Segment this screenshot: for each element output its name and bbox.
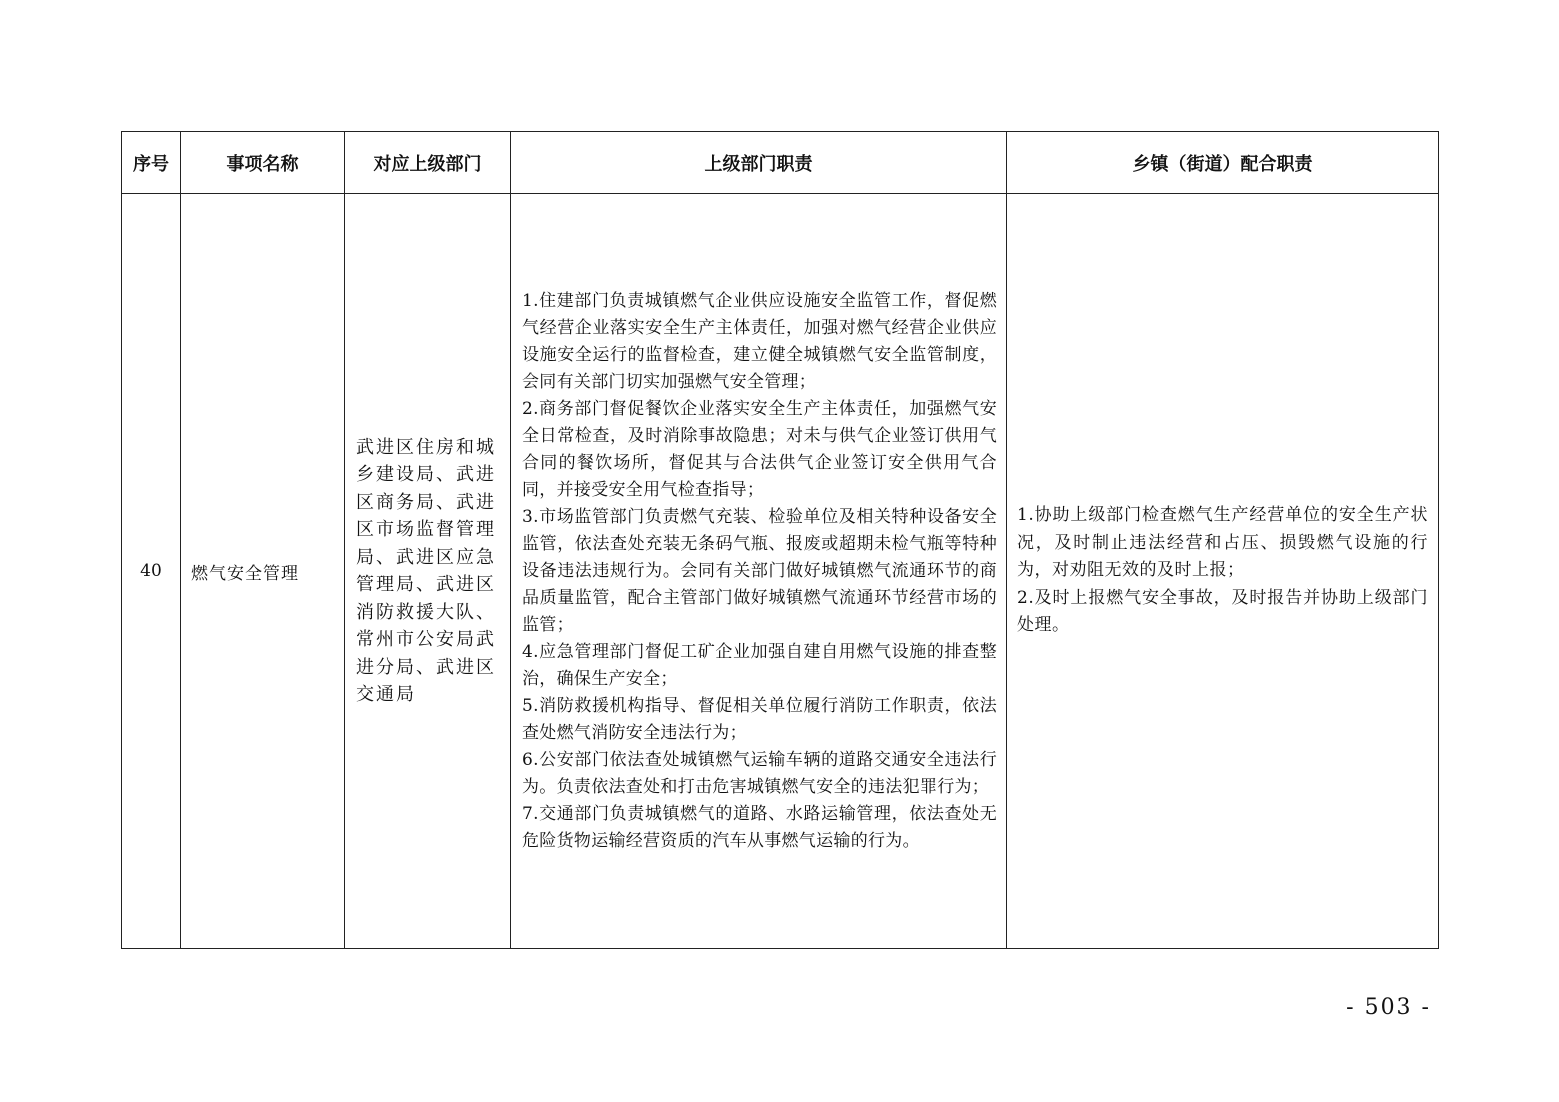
upper-duty-item-3: 3.市场监管部门负责燃气充装、检验单位及相关特种设备安全监管，依法查处充装无条码气瓶、报废或超期未检气瓶等特种设备违法违规行为。会同有关部门做好城镇燃气流通环节的商品质量监管，配合主管部门做好城镇燃气流通环节经营市场的监管； — [522, 506, 997, 635]
row-item-name: 燃气安全管理 — [181, 194, 345, 949]
row-upper-duty-cell — [511, 194, 1007, 949]
page-number: - 503 - — [1346, 995, 1431, 1020]
duty-table — [121, 131, 1439, 949]
header-town-duty: 乡镇（街道）配合职责 — [1007, 132, 1439, 194]
upper-duty-item-7: 7.交通部门负责城镇燃气的道路、水路运输管理，依法查处无危险货物运输经营资质的汽车从事燃气运输的行为。 — [522, 803, 997, 851]
header-upper-duty: 上级部门职责 — [511, 132, 1007, 194]
header-item-name: 事项名称 — [181, 132, 345, 194]
town-duty-item-2: 2.及时上报燃气安全事故，及时报告并协助上级部门处理。 — [1017, 587, 1428, 636]
header-upper-dept: 对应上级部门 — [345, 132, 511, 194]
row-town-duty-cell — [1007, 194, 1439, 949]
upper-duty-item-4: 4.应急管理部门督促工矿企业加强自建自用燃气设施的排查整治，确保生产安全； — [522, 641, 997, 689]
header-seq: 序号 — [122, 132, 181, 194]
upper-duty-item-1: 1.住建部门负责城镇燃气企业供应设施安全监管工作，督促燃气经营企业落实安全生产主体责任，加强对燃气经营企业供应设施安全运行的监督检查，建立健全城镇燃气安全监管制度，会同有关部门切实加强燃气安全管理； — [522, 290, 997, 392]
table-row — [122, 194, 1439, 949]
town-duty-item-1: 1.协助上级部门检查燃气生产经营单位的安全生产状况，及时制止违法经营和占压、损毁燃气设施的行为，对劝阻无效的及时上报； — [1017, 505, 1428, 581]
upper-duty-item-2: 2.商务部门督促餐饮企业落实安全生产主体责任，加强燃气安全日常检查，及时消除事故隐患；对未与供气企业签订供用气合同的餐饮场所，督促其与合法供气企业签订安全供用气合同，并接受安全用气检查指导； — [522, 398, 997, 500]
row-seq: 40 — [122, 194, 181, 949]
row-upper-dept: 武进区住房和城乡建设局、武进区商务局、武进区市场监督管理局、武进区应急管理局、武进区消防救援大队、常州市公安局武进分局、武进区交通局 — [356, 436, 496, 705]
upper-duty-item-5: 5.消防救援机构指导、督促相关单位履行消防工作职责，依法查处燃气消防安全违法行为； — [522, 695, 997, 743]
row-upper-dept-cell — [345, 194, 511, 949]
table-header-row — [122, 132, 1439, 194]
upper-duty-item-6: 6.公安部门依法查处城镇燃气运输车辆的道路交通安全违法行为。负责依法查处和打击危害城镇燃气安全的违法犯罪行为； — [522, 749, 997, 797]
